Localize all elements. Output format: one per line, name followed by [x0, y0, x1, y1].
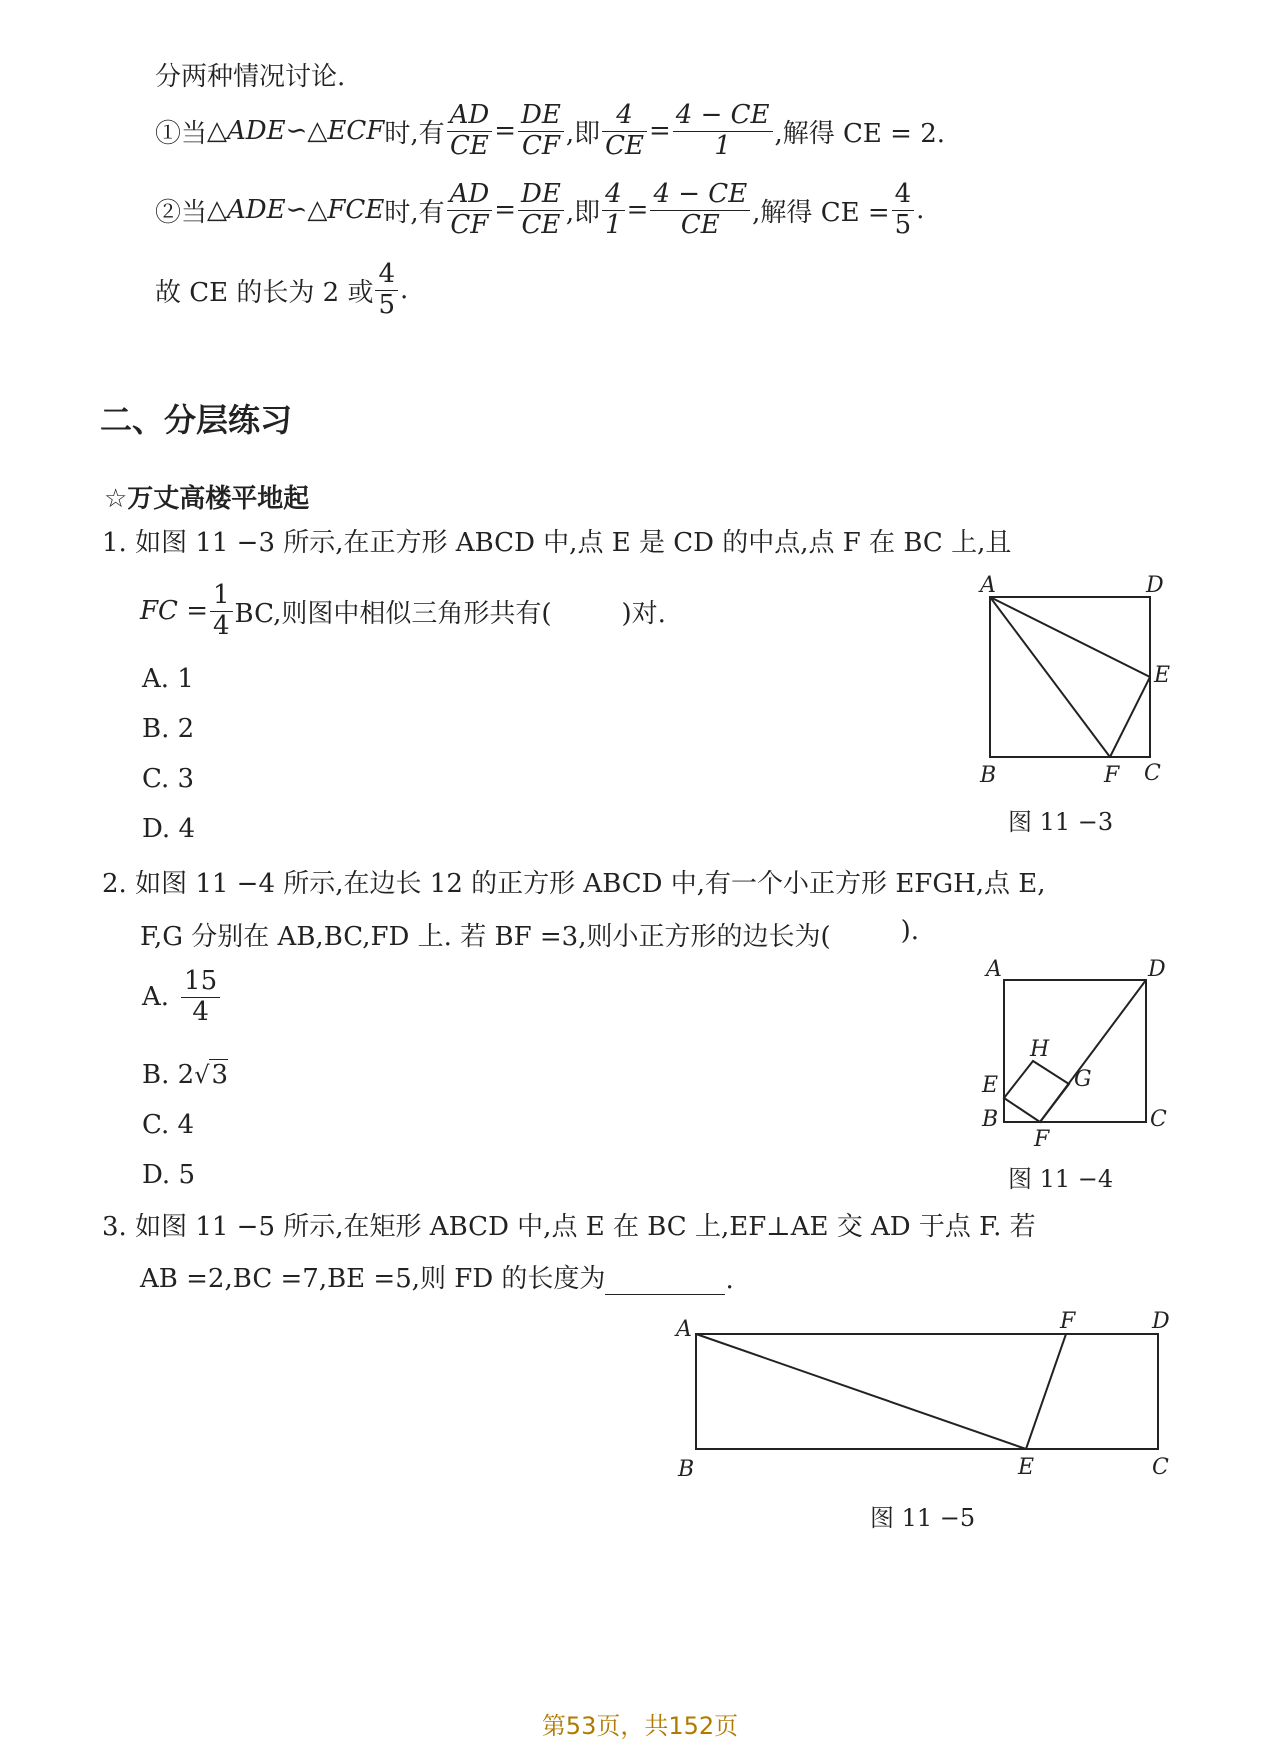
segment-ae	[696, 1334, 1026, 1449]
point-label-c: C	[1150, 1107, 1167, 1132]
segment-af	[990, 597, 1110, 757]
case-when: 时,有	[384, 118, 445, 149]
fraction: $\frac{15}{4}$	[181, 967, 220, 1028]
point-label-g: G	[1074, 1067, 1092, 1092]
radicand: 3	[211, 1060, 229, 1090]
figure-caption: 图 11 −4	[1008, 1165, 1114, 1193]
figure-11-5	[660, 1300, 1200, 1540]
rectangle-abcd	[696, 1334, 1158, 1449]
q3-text: AB =2,BC =7,BE =5,则 FD 的长度为	[140, 1264, 606, 1294]
q2-suffix: ).	[900, 916, 920, 946]
fraction: $\frac{DE}{CF}$	[518, 101, 564, 162]
solution-case-2: ②当 △ADE∽△FCE 时,有 $\frac{AD}{CF}$ = $\frac{DE}{CE}$ ,即 $\frac{4}{1}$ = $\frac{4 - CE}{CE}$ ,解得 CE = $\frac{4}{5}$ .	[155, 178, 925, 240]
point-label-f: F	[1034, 1127, 1050, 1152]
fraction: $\frac{4}{5}$	[892, 180, 915, 241]
q1-mid: BC,则图中相似三角形共有(	[234, 598, 552, 629]
solution-intro: 分两种情况讨论.	[155, 62, 346, 92]
fraction: $\frac{AD}{CF}$	[447, 180, 493, 241]
figure-caption: 图 11 −5	[870, 1504, 976, 1532]
point-label-d: D	[1148, 957, 1166, 982]
q1-option-c: C. 3	[142, 764, 195, 794]
segment-ae	[990, 597, 1150, 677]
point-label-e: E	[1018, 1455, 1035, 1480]
fraction: $\frac{4}{5}$	[375, 260, 398, 321]
subsection-title: ☆万丈高楼平地起	[104, 484, 310, 514]
point-label-h: H	[1030, 1037, 1050, 1062]
point-label-d: D	[1146, 573, 1164, 598]
conclusion-suffix: .	[400, 275, 409, 305]
page-indicator: 第53页，共152页	[541, 1712, 739, 1740]
q2-option-d: D. 5	[142, 1160, 195, 1190]
answer-blank	[605, 1272, 725, 1295]
case-marker: ①当	[155, 118, 208, 149]
solution-conclusion	[155, 257, 408, 323]
case-result-prefix: ,解得 CE =	[752, 197, 890, 228]
fraction: $\frac{4 - CE}{CE}$	[650, 180, 750, 241]
q1-line2	[140, 578, 666, 644]
q2-line2	[140, 916, 919, 953]
fraction: $\frac{1}{4}$	[210, 581, 233, 642]
square-efgh	[1004, 1061, 1069, 1122]
case-ie: ,即	[565, 118, 601, 149]
segment-ef	[1026, 1334, 1066, 1449]
q2-option-b: B. 2√3	[142, 1060, 229, 1090]
case-marker: ②当	[155, 197, 208, 228]
case-result: ,解得 CE = 2.	[774, 118, 946, 149]
point-label-f: F	[1104, 763, 1120, 788]
fraction: $\frac{4}{CE}$	[602, 101, 647, 162]
option-label: A.	[142, 982, 170, 1012]
q3-line1: 3. 如图 11 −5 所示,在矩形 ABCD 中,点 E 在 BC 上,EF⊥AE 交 AD 于点 F. 若	[102, 1212, 1036, 1242]
case-when: 时,有	[384, 197, 445, 228]
point-label-c: C	[1152, 1455, 1169, 1480]
square-abcd	[1004, 980, 1146, 1122]
option-b-text: B. 2	[142, 1060, 195, 1090]
q1-suffix: )对.	[621, 598, 666, 629]
case-ie: ,即	[565, 197, 601, 228]
point-label-b: B	[982, 1107, 999, 1132]
q1-line1: 1. 如图 11 −3 所示,在正方形 ABCD 中,点 E 是 CD 的中点,点 F 在 BC 上,且	[102, 528, 1012, 558]
q2-line1: 2. 如图 11 −4 所示,在边长 12 的正方形 ABCD 中,有一个小正方形 EFGH,点 E,	[102, 869, 1046, 899]
point-label-c: C	[1144, 761, 1161, 786]
q3-suffix: .	[725, 1265, 734, 1295]
fraction: $\frac{4 - CE}{1}$	[673, 101, 773, 162]
point-label-e: E	[1154, 663, 1171, 688]
q1-option-b: B. 2	[142, 714, 195, 744]
fraction: $\frac{AD}{CE}$	[447, 101, 493, 162]
point-label-f: F	[1060, 1309, 1076, 1334]
q2-option-a	[142, 962, 222, 1032]
similar-statement: △ADE∽△ECF	[207, 116, 385, 146]
q3-line2	[140, 1258, 734, 1295]
q1-option-a: A. 1	[142, 664, 194, 694]
point-label-b: B	[678, 1457, 695, 1482]
q1-fc: FC =	[140, 596, 208, 626]
figure-caption: 图 11 −3	[1008, 808, 1114, 836]
square-abcd	[990, 597, 1150, 757]
point-label-a: A	[986, 957, 1002, 982]
figure-11-3	[960, 560, 1180, 840]
segment-fe	[1110, 677, 1150, 757]
q1-option-d: D. 4	[142, 814, 195, 844]
point-label-b: B	[980, 763, 997, 788]
point-label-a: A	[980, 573, 996, 598]
similar-statement: △ADE∽△FCE	[207, 195, 385, 225]
point-label-e: E	[982, 1073, 999, 1098]
point-label-d: D	[1152, 1309, 1170, 1334]
case-result-suffix: .	[916, 195, 925, 225]
fraction: $\frac{DE}{CE}$	[518, 180, 564, 241]
fraction: $\frac{4}{1}$	[602, 180, 625, 241]
section-title: 二、分层练习	[100, 401, 293, 439]
conclusion-prefix: 故 CE 的长为 2 或	[155, 277, 374, 308]
q2-option-c: C. 4	[142, 1110, 195, 1140]
figure-11-4	[970, 950, 1180, 1210]
point-label-a: A	[676, 1317, 692, 1342]
solution-case-1: ①当 △ADE∽△ECF 时,有 $\frac{AD}{CE}$ = $\frac{DE}{CF}$ ,即 $\frac{4}{CE}$ = $\frac{4 - CE}{1}$ ,解得 CE = 2.	[155, 99, 946, 161]
q2-text: F,G 分别在 AB,BC,FD 上. 若 BF =3,则小正方形的边长为(	[140, 922, 831, 952]
